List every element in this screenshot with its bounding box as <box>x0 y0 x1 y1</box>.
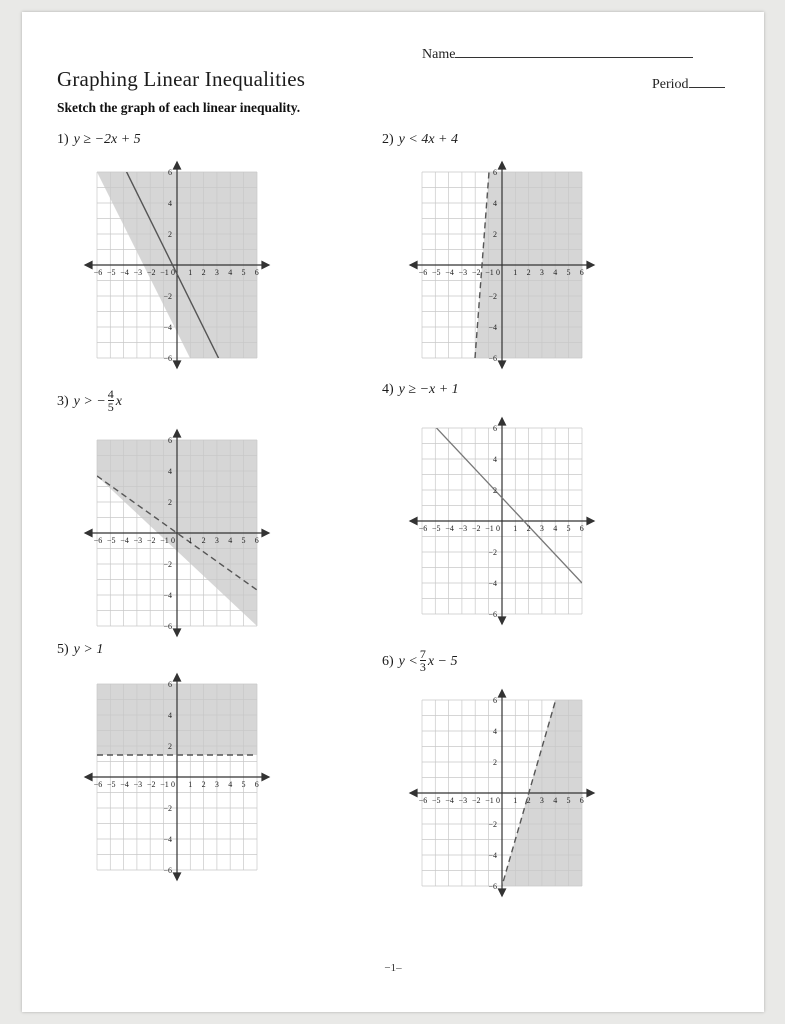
svg-text:1: 1 <box>188 780 193 789</box>
problem-5-graph[interactable] <box>57 662 297 892</box>
svg-text:0: 0 <box>496 268 500 277</box>
svg-text:4: 4 <box>493 455 497 464</box>
instructions: Sketch the graph of each linear inequality. <box>57 100 301 115</box>
svg-text:2: 2 <box>526 796 531 805</box>
svg-text:1: 1 <box>188 536 193 545</box>
svg-text:−6: −6 <box>163 866 172 875</box>
svg-text:5: 5 <box>566 524 571 533</box>
problem-3-number: 3) <box>57 394 69 410</box>
svg-text:−2: −2 <box>163 292 172 301</box>
problem-2-number: 2) <box>382 132 394 147</box>
svg-text:5: 5 <box>241 268 246 277</box>
svg-text:2: 2 <box>526 524 531 533</box>
svg-text:6: 6 <box>579 796 584 805</box>
name-label: Name <box>422 47 456 62</box>
problem-6-expression-suffix: x − 5 <box>427 654 458 670</box>
svg-text:−4: −4 <box>163 323 172 332</box>
svg-text:5: 5 <box>241 780 246 789</box>
svg-text:−6: −6 <box>418 796 428 805</box>
svg-text:−2: −2 <box>488 292 497 301</box>
svg-text:4: 4 <box>228 268 233 277</box>
problem-1-graph[interactable] <box>57 150 297 380</box>
svg-text:5: 5 <box>566 268 571 277</box>
svg-text:−1: −1 <box>485 268 494 277</box>
svg-text:0: 0 <box>171 780 175 789</box>
svg-text:4: 4 <box>493 727 497 736</box>
svg-text:−3: −3 <box>133 780 143 789</box>
svg-text:4: 4 <box>228 536 233 545</box>
svg-text:−1: −1 <box>160 536 169 545</box>
problem-4-graph[interactable] <box>382 406 622 636</box>
page-number: −1– <box>384 962 402 974</box>
problem-1-expression: y ≥ −2x + 5 <box>73 132 141 147</box>
svg-text:4: 4 <box>553 796 558 805</box>
svg-text:−1: −1 <box>485 796 494 805</box>
problem-3-label <box>57 387 122 414</box>
problem-2-graph[interactable] <box>382 150 622 380</box>
svg-text:−1: −1 <box>160 268 169 277</box>
problem-6-expression: y < <box>398 654 418 670</box>
svg-text:−4: −4 <box>488 851 497 860</box>
problem-3-expression: y > − <box>73 394 106 410</box>
svg-text:6: 6 <box>493 696 497 705</box>
name-blank-line[interactable] <box>455 44 693 58</box>
period-blank-line[interactable] <box>689 74 725 88</box>
svg-text:−6: −6 <box>488 354 497 363</box>
svg-text:−2: −2 <box>146 780 156 789</box>
period-field-row <box>652 74 725 93</box>
problem-2-label <box>382 132 458 148</box>
period-label: Period <box>652 77 689 92</box>
svg-text:−6: −6 <box>93 536 103 545</box>
svg-text:−1: −1 <box>485 524 494 533</box>
svg-text:−3: −3 <box>133 536 143 545</box>
svg-text:−6: −6 <box>163 622 172 631</box>
svg-text:2: 2 <box>168 230 172 239</box>
svg-text:6: 6 <box>579 524 584 533</box>
svg-text:1: 1 <box>188 268 193 277</box>
problem-2-expression: y < 4x + 4 <box>398 132 458 147</box>
svg-text:4: 4 <box>168 199 172 208</box>
svg-text:−6: −6 <box>93 268 103 277</box>
svg-text:5: 5 <box>566 796 571 805</box>
problem-4-number: 4) <box>382 382 394 397</box>
svg-text:−4: −4 <box>488 579 497 588</box>
svg-text:5: 5 <box>241 536 246 545</box>
svg-text:−4: −4 <box>488 323 497 332</box>
problem-6-fraction <box>420 649 426 673</box>
page-title: Graphing Linear Inequalities <box>57 67 306 91</box>
svg-text:−4: −4 <box>120 780 129 789</box>
svg-text:−2: −2 <box>488 548 497 557</box>
svg-text:−5: −5 <box>107 780 116 789</box>
svg-text:−5: −5 <box>107 536 116 545</box>
problem-3-denominator: 5 <box>107 400 114 414</box>
svg-text:4: 4 <box>228 780 233 789</box>
svg-text:−2: −2 <box>471 796 481 805</box>
svg-text:−3: −3 <box>133 268 143 277</box>
svg-text:−2: −2 <box>163 560 172 569</box>
svg-text:4: 4 <box>553 524 558 533</box>
svg-text:−2: −2 <box>471 524 481 533</box>
problem-3-numerator: 4 <box>107 387 114 401</box>
problem-5-label <box>57 642 103 658</box>
svg-text:−6: −6 <box>93 780 103 789</box>
svg-text:3: 3 <box>539 524 544 533</box>
problem-3-expression-suffix: x <box>115 394 122 410</box>
svg-text:2: 2 <box>526 268 531 277</box>
svg-text:2: 2 <box>201 268 206 277</box>
problem-4-label <box>382 382 459 398</box>
svg-text:−5: −5 <box>432 524 441 533</box>
svg-text:−3: −3 <box>458 796 468 805</box>
svg-text:6: 6 <box>254 780 259 789</box>
svg-text:−5: −5 <box>432 796 441 805</box>
svg-text:−2: −2 <box>471 268 481 277</box>
svg-text:−6: −6 <box>488 882 497 891</box>
svg-text:6: 6 <box>168 680 172 689</box>
svg-text:−2: −2 <box>163 804 172 813</box>
svg-text:−4: −4 <box>445 524 454 533</box>
svg-text:−3: −3 <box>458 268 468 277</box>
problem-3-fraction <box>108 389 114 413</box>
svg-text:−5: −5 <box>432 268 441 277</box>
svg-text:−6: −6 <box>488 610 497 619</box>
svg-text:6: 6 <box>579 268 584 277</box>
svg-text:2: 2 <box>168 742 172 751</box>
svg-text:−2: −2 <box>146 536 156 545</box>
svg-text:−2: −2 <box>488 820 497 829</box>
svg-text:3: 3 <box>214 780 219 789</box>
svg-text:4: 4 <box>168 711 172 720</box>
svg-text:3: 3 <box>214 268 219 277</box>
problem-5-number: 5) <box>57 642 69 657</box>
svg-text:0: 0 <box>496 796 500 805</box>
svg-text:−4: −4 <box>445 268 454 277</box>
problem-6-denominator: 3 <box>419 660 426 674</box>
svg-text:2: 2 <box>168 498 172 507</box>
svg-text:3: 3 <box>539 268 544 277</box>
svg-text:2: 2 <box>493 758 497 767</box>
svg-text:1: 1 <box>513 796 518 805</box>
problem-3-graph[interactable] <box>57 418 297 648</box>
worksheet-page <box>22 12 764 1012</box>
svg-text:6: 6 <box>493 424 497 433</box>
svg-text:2: 2 <box>201 780 206 789</box>
svg-text:6: 6 <box>254 268 259 277</box>
svg-text:3: 3 <box>214 536 219 545</box>
problem-6-graph[interactable] <box>382 678 622 908</box>
svg-text:−2: −2 <box>146 268 156 277</box>
svg-text:0: 0 <box>171 536 175 545</box>
svg-text:−4: −4 <box>163 591 172 600</box>
svg-text:6: 6 <box>493 168 497 177</box>
problem-6-label <box>382 647 458 674</box>
svg-text:4: 4 <box>493 199 497 208</box>
svg-text:−4: −4 <box>445 796 454 805</box>
problem-6-number: 6) <box>382 654 394 670</box>
problem-6-numerator: 7 <box>419 647 426 661</box>
problem-1-number: 1) <box>57 132 69 147</box>
svg-text:−1: −1 <box>160 780 169 789</box>
svg-text:−6: −6 <box>418 524 428 533</box>
svg-text:0: 0 <box>496 524 500 533</box>
name-field-row <box>422 44 722 63</box>
svg-text:−3: −3 <box>458 524 468 533</box>
svg-text:−5: −5 <box>107 268 116 277</box>
problem-5-expression: y > 1 <box>73 642 104 657</box>
svg-text:1: 1 <box>513 524 518 533</box>
svg-text:6: 6 <box>168 168 172 177</box>
svg-text:4: 4 <box>553 268 558 277</box>
svg-text:3: 3 <box>539 796 544 805</box>
svg-text:−4: −4 <box>163 835 172 844</box>
svg-text:−6: −6 <box>418 268 428 277</box>
problem-4-expression: y ≥ −x + 1 <box>398 382 459 397</box>
svg-text:1: 1 <box>513 268 518 277</box>
svg-text:6: 6 <box>168 436 172 445</box>
svg-text:−4: −4 <box>120 268 129 277</box>
svg-text:4: 4 <box>168 467 172 476</box>
svg-text:0: 0 <box>171 268 175 277</box>
problem-1-label <box>57 132 141 148</box>
svg-text:2: 2 <box>201 536 206 545</box>
svg-text:−6: −6 <box>163 354 172 363</box>
svg-text:6: 6 <box>254 536 259 545</box>
svg-text:2: 2 <box>493 230 497 239</box>
svg-text:2: 2 <box>493 486 497 495</box>
svg-text:−4: −4 <box>120 536 129 545</box>
